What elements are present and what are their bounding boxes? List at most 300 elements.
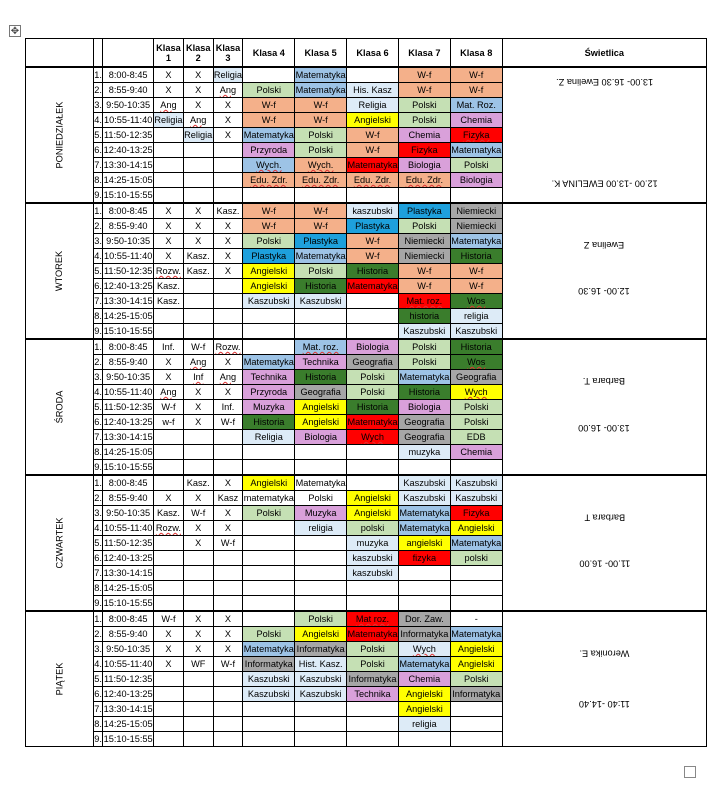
cell-klasa-1	[154, 219, 184, 234]
cell-klasa-6	[347, 732, 399, 747]
cell-text: Informatyka	[244, 659, 293, 669]
cell-text: Niemiecki	[404, 251, 445, 261]
cell-klasa-5	[295, 611, 347, 627]
cell-klasa-6	[347, 566, 399, 581]
cell-text: X	[224, 387, 232, 397]
cell-klasa-1	[154, 67, 184, 83]
cell-lesson-number	[93, 400, 102, 415]
cell-text: Polski	[256, 236, 282, 246]
cell-klasa-2	[183, 596, 213, 612]
cell-klasa-8	[450, 506, 502, 521]
cell-text: Kaszubski	[455, 326, 498, 336]
cell-klasa-5	[295, 460, 347, 476]
cell-klasa-6	[347, 173, 399, 188]
cell-text: 3.	[94, 508, 102, 518]
cell-time	[103, 415, 154, 430]
cell-klasa-2	[183, 491, 213, 506]
cell-klasa-6	[347, 355, 399, 370]
cell-klasa-6	[347, 324, 399, 340]
cell-klasa-8	[450, 370, 502, 385]
cell-klasa-4	[243, 657, 295, 672]
cell-klasa-3	[213, 551, 243, 566]
cell-klasa-3	[213, 370, 243, 385]
cell-klasa-8	[450, 430, 502, 445]
cell-klasa-2	[183, 264, 213, 279]
cell-text: W-f	[365, 130, 380, 140]
cell-text: Religia	[184, 130, 213, 140]
cell-klasa-4	[243, 370, 295, 385]
cell-text: X	[195, 206, 202, 216]
cell-klasa-8	[450, 521, 502, 536]
cell-text: Technika	[250, 372, 287, 382]
cell-text: W-f	[469, 85, 484, 95]
cell-text: Matematyka	[451, 236, 502, 246]
cell-text: Geografia	[456, 372, 497, 382]
cell-time	[103, 717, 154, 732]
cell-klasa-6	[347, 551, 399, 566]
cell-lesson-number	[93, 370, 102, 385]
cell-text: 8:00-8:45	[108, 478, 148, 488]
cell-klasa-7	[398, 234, 450, 249]
cell-text: X	[195, 614, 202, 624]
day-label	[26, 67, 94, 203]
cell-text: X	[165, 372, 172, 382]
cell-klasa-2	[183, 506, 213, 521]
cell-text: Niemiecki	[456, 206, 497, 216]
cell-text: 10:55-11:40	[103, 251, 153, 261]
cell-klasa-2	[183, 234, 213, 249]
cell-klasa-3	[213, 657, 243, 672]
cell-text: Angielski	[250, 281, 288, 291]
cell-text: Historia	[460, 251, 492, 261]
cell-text: Kasz.	[186, 266, 210, 276]
cell-text: Kasz.	[186, 251, 210, 261]
cell-text: 10:55-11:40	[103, 387, 153, 397]
cell-klasa-1	[154, 687, 184, 702]
cell-text: 11:50-12:35	[103, 402, 153, 412]
cell-klasa-4	[243, 717, 295, 732]
cell-text: Kaszubski	[455, 493, 498, 503]
day-label	[26, 339, 94, 475]
cell-text: W-f	[313, 206, 328, 216]
cell-time	[103, 385, 154, 400]
cell-text: Przyroda	[250, 387, 288, 397]
cell-klasa-2	[183, 687, 213, 702]
cell-text: W-f	[469, 281, 484, 291]
cell-klasa-6	[347, 687, 399, 702]
cell-klasa-5	[295, 445, 347, 460]
cell-lesson-number	[93, 566, 102, 581]
cell-klasa-5	[295, 219, 347, 234]
cell-klasa-8	[450, 581, 502, 596]
cell-klasa-1	[154, 294, 184, 309]
cell-time	[103, 702, 154, 717]
cell-time	[103, 67, 154, 83]
cell-text: Mat roz.	[355, 614, 390, 624]
cell-text: 8:00-8:45	[108, 342, 148, 352]
cell-klasa-7	[398, 128, 450, 143]
cell-text: Polski	[463, 417, 489, 427]
cell-klasa-4	[243, 98, 295, 113]
cell-klasa-4	[243, 128, 295, 143]
cell-time	[103, 234, 154, 249]
cell-text: 12:40-13:25	[103, 553, 153, 563]
cell-text: X	[195, 538, 202, 548]
cell-klasa-6	[347, 521, 399, 536]
cell-klasa-1	[154, 173, 184, 188]
cell-klasa-2	[183, 158, 213, 173]
cell-klasa-5	[295, 143, 347, 158]
cell-lesson-number	[93, 249, 102, 264]
cell-klasa-4	[243, 687, 295, 702]
header-klasa-1: Klasa 1	[154, 39, 184, 68]
cell-text: Ang	[190, 115, 207, 125]
cell-klasa-7	[398, 219, 450, 234]
cell-time	[103, 536, 154, 551]
cell-lesson-number	[93, 234, 102, 249]
cell-time	[103, 627, 154, 642]
day-label	[26, 475, 94, 611]
cell-text: Historia	[305, 372, 337, 382]
cell-klasa-1	[154, 581, 184, 596]
table-resize-handle-icon[interactable]	[684, 766, 696, 778]
cell-klasa-3	[213, 475, 243, 491]
cell-klasa-1	[154, 264, 184, 279]
cell-klasa-5	[295, 400, 347, 415]
cell-text: W-f	[161, 614, 176, 624]
cell-text: Polski	[308, 493, 333, 503]
cell-text: angielski	[406, 538, 443, 548]
cell-text: X	[224, 478, 232, 488]
cell-text: X	[165, 493, 172, 503]
cell-text: Chemia	[460, 115, 493, 125]
cell-klasa-3	[213, 339, 243, 355]
cell-klasa-5	[295, 264, 347, 279]
cell-text: Angielski	[250, 478, 288, 488]
cell-klasa-1	[154, 415, 184, 430]
cell-lesson-number	[93, 279, 102, 294]
cell-klasa-6	[347, 657, 399, 672]
swietlica-line: Weronika E.	[579, 648, 630, 659]
cell-text: X	[224, 100, 232, 110]
cell-text: X	[165, 644, 172, 654]
cell-klasa-2	[183, 551, 213, 566]
cell-text: X	[195, 70, 202, 80]
table-row	[26, 67, 707, 83]
cell-text: X	[224, 221, 232, 231]
cell-text: 5.	[94, 674, 102, 684]
cell-klasa-4	[243, 611, 295, 627]
cell-text: Polski	[412, 342, 437, 352]
cell-text: Kaszubski	[299, 689, 342, 699]
cell-text: 2.	[94, 85, 102, 95]
cell-lesson-number	[93, 475, 102, 491]
cell-klasa-2	[183, 188, 213, 204]
day-block-1	[26, 203, 707, 339]
cell-text: Geografia	[300, 387, 341, 397]
cell-klasa-4	[243, 173, 295, 188]
cell-text: Matematyka	[399, 508, 450, 518]
cell-text: 8.	[94, 447, 102, 457]
cell-text: X	[224, 508, 232, 518]
cell-text: X	[224, 251, 232, 261]
cell-klasa-3	[213, 566, 243, 581]
cell-klasa-2	[183, 581, 213, 596]
cell-klasa-5	[295, 475, 347, 491]
cell-text: matematyka	[243, 493, 294, 503]
table-row	[26, 203, 707, 219]
cell-lesson-number	[93, 309, 102, 324]
cell-klasa-5	[295, 415, 347, 430]
cell-klasa-5	[295, 83, 347, 98]
cell-klasa-2	[183, 627, 213, 642]
cell-klasa-3	[213, 702, 243, 717]
cell-klasa-8	[450, 309, 502, 324]
cell-klasa-8	[450, 83, 502, 98]
cell-text: Kaszubski	[299, 296, 342, 306]
cell-text: Historia	[253, 417, 285, 427]
cell-klasa-6	[347, 611, 399, 627]
cell-klasa-7	[398, 566, 450, 581]
cell-text: 5.	[94, 402, 102, 412]
cell-klasa-1	[154, 611, 184, 627]
cell-text: 8:00-8:45	[108, 70, 148, 80]
cell-text: 3.	[94, 236, 102, 246]
cell-klasa-3	[213, 324, 243, 340]
cell-klasa-6	[347, 158, 399, 173]
cell-text: Technika	[302, 357, 339, 367]
cell-text: Kasz.	[156, 296, 180, 306]
cell-text: W-f	[417, 85, 432, 95]
cell-text: religia	[308, 523, 333, 533]
cell-time	[103, 611, 154, 627]
cell-text: Geografia	[352, 357, 393, 367]
header-swietlica: Świetlica	[502, 39, 706, 68]
cell-text: Polski	[308, 266, 333, 276]
cell-text: 11:50-12:35	[103, 266, 153, 276]
cell-text: 3.	[94, 644, 102, 654]
cell-klasa-2	[183, 128, 213, 143]
cell-text: kaszubski	[352, 206, 393, 216]
cell-klasa-3	[213, 460, 243, 476]
cell-time	[103, 264, 154, 279]
cell-text: 5.	[94, 130, 102, 140]
header-row	[26, 39, 707, 68]
cell-text: polski	[360, 523, 385, 533]
cell-time	[103, 551, 154, 566]
cell-text: Angielski	[457, 659, 495, 669]
table-move-handle-icon[interactable]: ✥	[10, 26, 20, 37]
cell-klasa-1	[154, 445, 184, 460]
cell-text: Biologia	[459, 175, 493, 185]
cell-text: polski	[464, 553, 488, 563]
cell-lesson-number	[93, 627, 102, 642]
cell-klasa-7	[398, 67, 450, 83]
cell-text: X	[165, 206, 172, 216]
cell-klasa-3	[213, 188, 243, 204]
cell-klasa-4	[243, 158, 295, 173]
cell-klasa-7	[398, 98, 450, 113]
cell-klasa-4	[243, 475, 295, 491]
cell-klasa-7	[398, 506, 450, 521]
cell-text: Rozw.	[155, 266, 181, 276]
day-name: PONIEDZIAŁEK	[54, 101, 65, 169]
cell-klasa-6	[347, 249, 399, 264]
cell-klasa-2	[183, 83, 213, 98]
cell-klasa-8	[450, 113, 502, 128]
cell-klasa-2	[183, 521, 213, 536]
cell-lesson-number	[93, 430, 102, 445]
header-klasa-8: Klasa 8	[450, 39, 502, 68]
cell-klasa-6	[347, 415, 399, 430]
cell-klasa-8	[450, 173, 502, 188]
cell-text: 4.	[94, 387, 102, 397]
cell-text: X	[165, 221, 172, 231]
cell-klasa-8	[450, 475, 502, 491]
cell-klasa-3	[213, 581, 243, 596]
cell-text: Matematyka	[399, 659, 450, 669]
cell-text: Polski	[308, 130, 333, 140]
cell-klasa-8	[450, 627, 502, 642]
cell-klasa-3	[213, 113, 243, 128]
cell-time	[103, 506, 154, 521]
cell-lesson-number	[93, 324, 102, 340]
cell-klasa-8	[450, 324, 502, 340]
day-name: CZWARTEK	[54, 517, 65, 569]
cell-text: Angielski	[354, 493, 391, 503]
cell-klasa-3	[213, 687, 243, 702]
cell-time	[103, 581, 154, 596]
cell-klasa-1	[154, 672, 184, 687]
cell-klasa-1	[154, 339, 184, 355]
cell-klasa-1	[154, 521, 184, 536]
cell-klasa-8	[450, 611, 502, 627]
cell-klasa-6	[347, 279, 399, 294]
cell-klasa-1	[154, 98, 184, 113]
cell-klasa-2	[183, 415, 213, 430]
cell-text: 13:30-14:15	[103, 160, 153, 170]
cell-lesson-number	[93, 717, 102, 732]
cell-time	[103, 491, 154, 506]
cell-text: Informatyka	[348, 674, 397, 684]
cell-klasa-3	[213, 627, 243, 642]
cell-klasa-1	[154, 702, 184, 717]
cell-text: Plastyka	[407, 206, 442, 216]
cell-text: Geografia	[404, 432, 445, 442]
cell-klasa-8	[450, 158, 502, 173]
cell-text: EDB	[466, 432, 486, 442]
cell-lesson-number	[93, 188, 102, 204]
cell-text: Polski	[412, 357, 437, 367]
cell-klasa-1	[154, 627, 184, 642]
cell-klasa-7	[398, 385, 450, 400]
cell-klasa-6	[347, 400, 399, 415]
header-klasa-6: Klasa 6	[347, 39, 399, 68]
cell-text: 11:50-12:35	[103, 130, 153, 140]
cell-text: X	[195, 629, 202, 639]
cell-text: fizyka	[412, 553, 437, 563]
cell-klasa-3	[213, 717, 243, 732]
cell-klasa-3	[213, 385, 243, 400]
cell-text: 5.	[94, 538, 102, 548]
cell-text: 9:50-10:35	[106, 236, 151, 246]
cell-klasa-2	[183, 173, 213, 188]
cell-klasa-5	[295, 657, 347, 672]
cell-text: 8:55-9:40	[108, 357, 148, 367]
table-row	[26, 475, 707, 491]
cell-klasa-7	[398, 173, 450, 188]
cell-klasa-6	[347, 188, 399, 204]
cell-text: religia	[412, 719, 437, 729]
cell-text: Angielski	[457, 523, 495, 533]
cell-klasa-1	[154, 83, 184, 98]
cell-klasa-1	[154, 475, 184, 491]
cell-klasa-1	[154, 460, 184, 476]
cell-klasa-7	[398, 536, 450, 551]
cell-klasa-5	[295, 687, 347, 702]
cell-time	[103, 309, 154, 324]
cell-text: 2.	[94, 629, 102, 639]
cell-klasa-3	[213, 732, 243, 747]
cell-text: Mat. Roz.	[456, 100, 496, 110]
cell-time	[103, 642, 154, 657]
cell-text: Plastyka	[355, 221, 390, 231]
cell-klasa-4	[243, 702, 295, 717]
cell-klasa-7	[398, 113, 450, 128]
cell-lesson-number	[93, 294, 102, 309]
cell-time	[103, 566, 154, 581]
cell-text: 7.	[94, 568, 102, 578]
cell-klasa-6	[347, 627, 399, 642]
cell-time	[103, 98, 154, 113]
cell-text: Wych.	[256, 160, 282, 170]
cell-text: 2.	[94, 493, 102, 503]
cell-text: 2.	[94, 357, 102, 367]
cell-text: 1.	[94, 206, 102, 216]
cell-text: Matematyka	[451, 538, 502, 548]
header-klasa-7: Klasa 7	[398, 39, 450, 68]
cell-klasa-3	[213, 596, 243, 612]
cell-text: W-f	[417, 266, 432, 276]
swietlica-line: 12.00 -13.00 EWELINA K.	[551, 178, 658, 189]
cell-text: Fizyka	[462, 130, 490, 140]
cell-klasa-6	[347, 309, 399, 324]
swietlica-cell	[502, 67, 706, 203]
cell-text: 7.	[94, 296, 102, 306]
cell-text: Kaszubski	[247, 296, 290, 306]
cell-text: Kaszubski	[247, 674, 290, 684]
cell-klasa-5	[295, 385, 347, 400]
cell-lesson-number	[93, 173, 102, 188]
cell-klasa-3	[213, 506, 243, 521]
cell-klasa-5	[295, 234, 347, 249]
cell-text: 12:40-13:25	[103, 417, 153, 427]
cell-klasa-4	[243, 83, 295, 98]
cell-klasa-7	[398, 355, 450, 370]
cell-klasa-4	[243, 445, 295, 460]
cell-klasa-1	[154, 158, 184, 173]
cell-klasa-6	[347, 128, 399, 143]
cell-klasa-8	[450, 596, 502, 612]
cell-text: Chemia	[408, 674, 441, 684]
cell-klasa-6	[347, 717, 399, 732]
cell-text: Matematyka	[295, 85, 346, 95]
cell-klasa-6	[347, 370, 399, 385]
cell-klasa-6	[347, 460, 399, 476]
cell-text: Dor. Zaw.	[404, 614, 444, 624]
cell-text: Wych	[412, 644, 436, 654]
cell-klasa-7	[398, 415, 450, 430]
